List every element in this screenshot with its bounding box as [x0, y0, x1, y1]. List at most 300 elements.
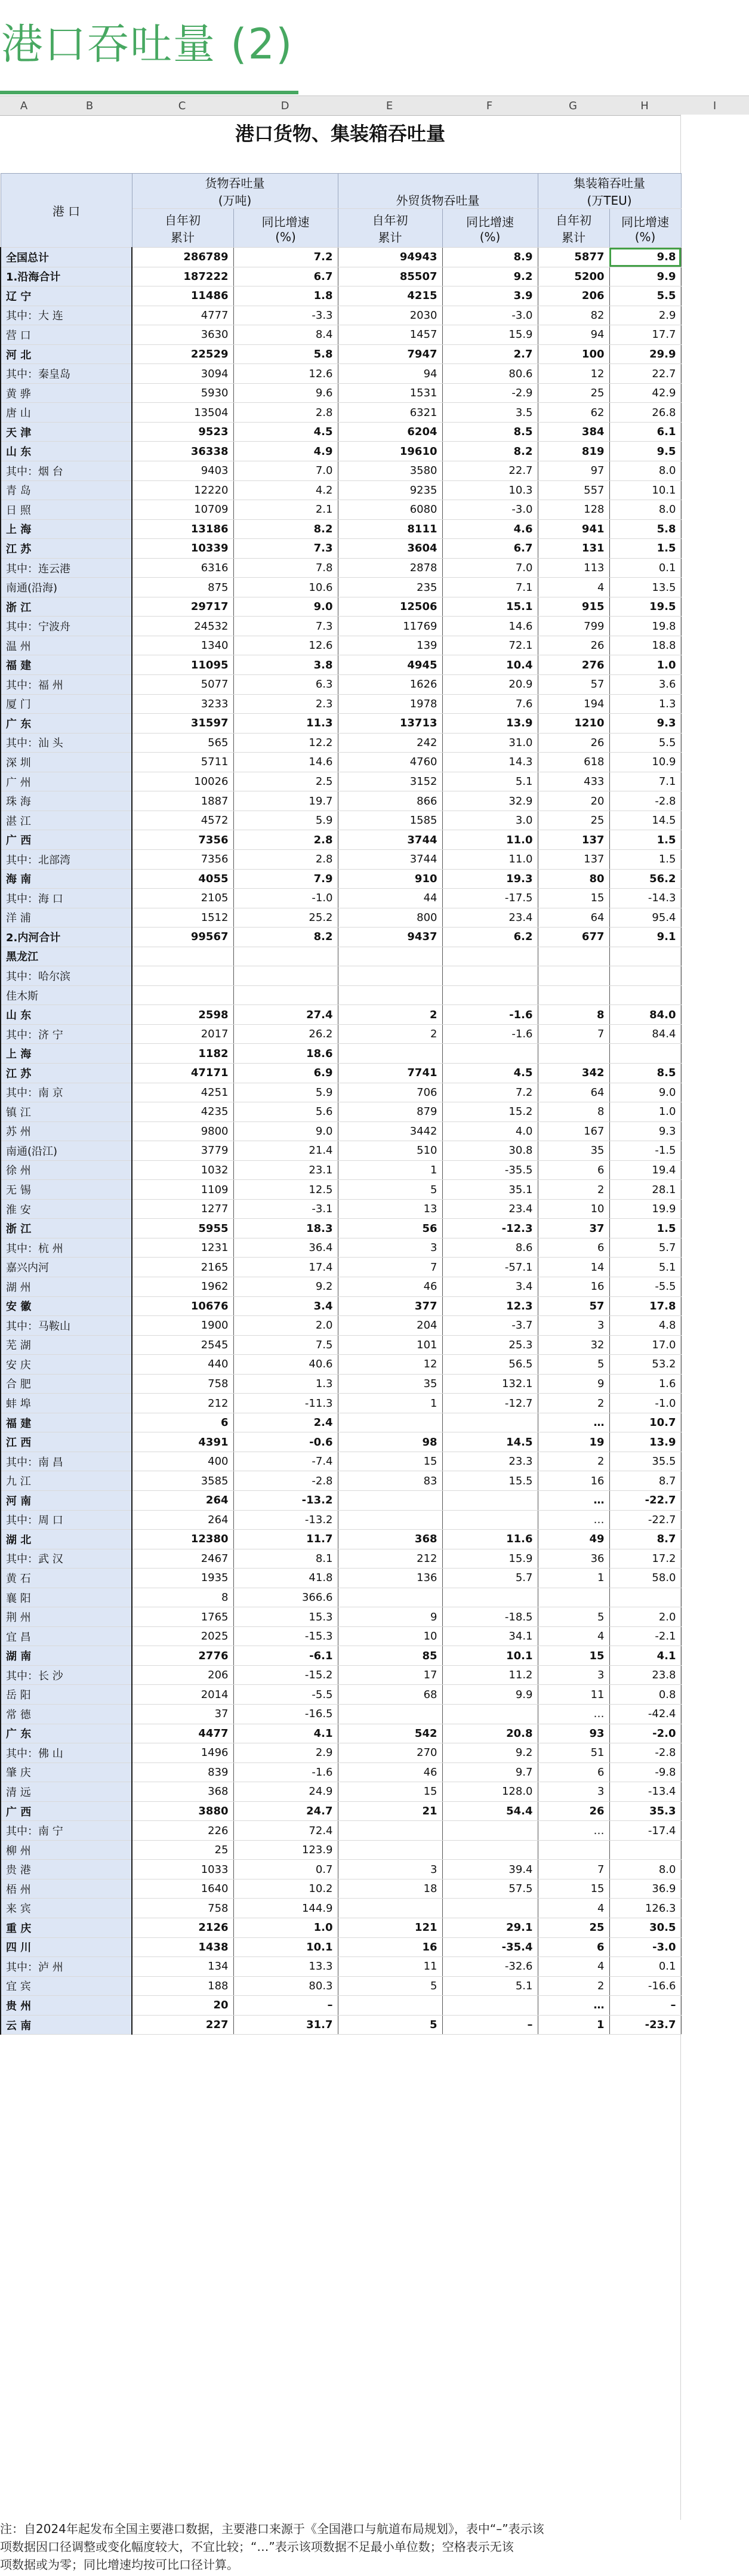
- row-value-cell[interactable]: 6.3: [233, 675, 338, 695]
- row-port-name[interactable]: 江 苏: [1, 539, 132, 559]
- row-value-cell[interactable]: 13.9: [442, 714, 538, 734]
- row-value-cell[interactable]: 17.7: [609, 325, 681, 345]
- row-value-cell[interactable]: 706: [338, 1083, 442, 1102]
- column-header-i[interactable]: I: [713, 100, 717, 112]
- row-value-cell[interactable]: 27.4: [233, 1005, 338, 1025]
- row-value-cell[interactable]: 11: [338, 1957, 442, 1977]
- row-value-cell[interactable]: 85: [338, 1646, 442, 1666]
- row-value-cell[interactable]: 0.8: [609, 1685, 681, 1705]
- row-value-cell[interactable]: 5.1: [609, 1258, 681, 1277]
- row-value-cell[interactable]: 2878: [338, 558, 442, 578]
- row-value-cell[interactable]: 19: [538, 1432, 609, 1452]
- row-value-cell[interactable]: 227: [132, 2015, 233, 2035]
- row-value-cell[interactable]: 2: [338, 1024, 442, 1044]
- row-value-cell[interactable]: 2105: [132, 889, 233, 908]
- row-value-cell[interactable]: 15.1: [442, 597, 538, 617]
- row-value-cell[interactable]: 2.5: [233, 772, 338, 791]
- row-port-name[interactable]: 肇 庆: [1, 1762, 132, 1782]
- row-value-cell[interactable]: 3: [538, 1665, 609, 1685]
- row-value-cell[interactable]: 35.1: [442, 1180, 538, 1200]
- row-value-cell[interactable]: [442, 1821, 538, 1841]
- row-value-cell[interactable]: 12.3: [442, 1296, 538, 1316]
- row-port-name[interactable]: 福 建: [1, 655, 132, 675]
- row-value-cell[interactable]: 128: [538, 500, 609, 520]
- row-port-name[interactable]: 其中：南 宁: [1, 1821, 132, 1841]
- row-value-cell[interactable]: 15.9: [442, 1549, 538, 1569]
- row-value-cell[interactable]: 12.6: [233, 364, 338, 384]
- row-value-cell[interactable]: 14.6: [442, 617, 538, 636]
- column-header-a[interactable]: A: [20, 100, 28, 112]
- row-value-cell[interactable]: 8111: [338, 519, 442, 539]
- row-value-cell[interactable]: 25: [132, 1840, 233, 1860]
- row-port-name[interactable]: 青 岛: [1, 480, 132, 500]
- row-value-cell[interactable]: 5.5: [609, 733, 681, 753]
- row-value-cell[interactable]: 131: [538, 539, 609, 559]
- row-port-name[interactable]: 黄 骅: [1, 383, 132, 403]
- row-value-cell[interactable]: 5: [338, 1976, 442, 1996]
- row-value-cell[interactable]: 11.7: [233, 1530, 338, 1549]
- row-port-name[interactable]: 其中：武 汉: [1, 1549, 132, 1569]
- row-value-cell[interactable]: 5.8: [609, 519, 681, 539]
- row-value-cell[interactable]: 26: [538, 636, 609, 655]
- row-value-cell[interactable]: 14.5: [442, 1432, 538, 1452]
- row-value-cell[interactable]: 1978: [338, 694, 442, 714]
- row-value-cell[interactable]: 7.5: [233, 1335, 338, 1355]
- row-value-cell[interactable]: 342: [538, 1063, 609, 1083]
- row-value-cell[interactable]: 16: [338, 1937, 442, 1957]
- row-value-cell[interactable]: 1.5: [609, 539, 681, 559]
- row-value-cell[interactable]: 9.8: [609, 248, 681, 267]
- row-value-cell[interactable]: 7.3: [233, 617, 338, 636]
- row-value-cell[interactable]: 42.9: [609, 383, 681, 403]
- row-value-cell[interactable]: 3630: [132, 325, 233, 345]
- row-value-cell[interactable]: [609, 1044, 681, 1064]
- row-port-name[interactable]: 黑龙江: [1, 947, 132, 966]
- row-value-cell[interactable]: 10: [338, 1626, 442, 1646]
- row-value-cell[interactable]: 10339: [132, 539, 233, 559]
- row-value-cell[interactable]: -1.0: [609, 1394, 681, 1413]
- row-value-cell[interactable]: 1182: [132, 1044, 233, 1064]
- row-value-cell[interactable]: 31.0: [442, 733, 538, 753]
- row-value-cell[interactable]: 6.7: [442, 539, 538, 559]
- row-value-cell[interactable]: 1.5: [609, 830, 681, 850]
- row-value-cell[interactable]: 1109: [132, 1180, 233, 1200]
- row-value-cell[interactable]: -18.5: [442, 1607, 538, 1627]
- row-value-cell[interactable]: 9.2: [442, 267, 538, 286]
- row-port-name[interactable]: 其中：宁波舟: [1, 617, 132, 636]
- row-value-cell[interactable]: [538, 985, 609, 1005]
- row-value-cell[interactable]: 6316: [132, 558, 233, 578]
- row-value-cell[interactable]: 137: [538, 849, 609, 869]
- row-value-cell[interactable]: 3779: [132, 1141, 233, 1161]
- row-port-name[interactable]: 广 州: [1, 772, 132, 791]
- row-value-cell[interactable]: [233, 985, 338, 1005]
- row-value-cell[interactable]: [538, 947, 609, 966]
- row-value-cell[interactable]: 41.8: [233, 1569, 338, 1588]
- row-value-cell[interactable]: 5.1: [442, 772, 538, 791]
- row-value-cell[interactable]: [233, 966, 338, 986]
- row-value-cell[interactable]: 3.4: [442, 1277, 538, 1296]
- row-value-cell[interactable]: 20.8: [442, 1724, 538, 1743]
- row-value-cell[interactable]: 13186: [132, 519, 233, 539]
- row-value-cell[interactable]: -11.3: [233, 1394, 338, 1413]
- row-value-cell[interactable]: 19610: [338, 442, 442, 461]
- row-value-cell[interactable]: 866: [338, 791, 442, 811]
- row-port-name[interactable]: 湖 北: [1, 1530, 132, 1549]
- row-value-cell[interactable]: 15: [538, 1646, 609, 1666]
- row-value-cell[interactable]: 10.1: [442, 1646, 538, 1666]
- row-value-cell[interactable]: 30.5: [609, 1918, 681, 1938]
- row-port-name[interactable]: 无 锡: [1, 1180, 132, 1200]
- row-value-cell[interactable]: 8.0: [609, 1860, 681, 1879]
- row-value-cell[interactable]: 8.7: [609, 1530, 681, 1549]
- row-value-cell[interactable]: 28.1: [609, 1180, 681, 1200]
- row-value-cell[interactable]: [338, 1705, 442, 1724]
- row-value-cell[interactable]: [609, 985, 681, 1005]
- row-value-cell[interactable]: 9: [538, 1374, 609, 1394]
- row-value-cell[interactable]: 7: [538, 1024, 609, 1044]
- row-value-cell[interactable]: 6: [538, 1762, 609, 1782]
- row-value-cell[interactable]: –: [233, 1996, 338, 2016]
- row-value-cell[interactable]: 19.8: [609, 617, 681, 636]
- row-value-cell[interactable]: 204: [338, 1316, 442, 1336]
- row-port-name[interactable]: 广 西: [1, 830, 132, 850]
- row-value-cell[interactable]: 13: [338, 1199, 442, 1219]
- empty-column-i[interactable]: [680, 115, 749, 2520]
- row-value-cell[interactable]: 9.3: [609, 714, 681, 734]
- row-value-cell[interactable]: 5: [538, 1355, 609, 1375]
- row-value-cell[interactable]: 35.3: [609, 1801, 681, 1821]
- row-value-cell[interactable]: 13713: [338, 714, 442, 734]
- row-port-name[interactable]: 河 南: [1, 1491, 132, 1511]
- row-value-cell[interactable]: 2: [538, 1180, 609, 1200]
- row-port-name[interactable]: 海 南: [1, 869, 132, 889]
- row-port-name[interactable]: 九 江: [1, 1471, 132, 1491]
- row-value-cell[interactable]: 618: [538, 753, 609, 772]
- row-value-cell[interactable]: 7.0: [233, 461, 338, 481]
- row-value-cell[interactable]: 1: [538, 2015, 609, 2035]
- row-value-cell[interactable]: 242: [338, 733, 442, 753]
- row-value-cell[interactable]: 13.9: [609, 1432, 681, 1452]
- row-value-cell[interactable]: 2.3: [233, 694, 338, 714]
- row-value-cell[interactable]: [132, 985, 233, 1005]
- row-value-cell[interactable]: 2165: [132, 1258, 233, 1277]
- row-value-cell[interactable]: 7947: [338, 344, 442, 364]
- row-value-cell[interactable]: 910: [338, 869, 442, 889]
- row-port-name[interactable]: 云 南: [1, 2015, 132, 2035]
- row-value-cell[interactable]: [132, 947, 233, 966]
- row-value-cell[interactable]: [338, 1044, 442, 1064]
- row-value-cell[interactable]: 6.1: [609, 422, 681, 442]
- row-value-cell[interactable]: 2.9: [609, 306, 681, 325]
- row-value-cell[interactable]: 6.2: [442, 928, 538, 947]
- row-value-cell[interactable]: 8: [538, 1102, 609, 1122]
- row-value-cell[interactable]: [338, 1899, 442, 1918]
- row-value-cell[interactable]: 80.3: [233, 1976, 338, 1996]
- row-port-name[interactable]: 清 远: [1, 1782, 132, 1802]
- row-value-cell[interactable]: 3744: [338, 849, 442, 869]
- row-value-cell[interactable]: 84.4: [609, 1024, 681, 1044]
- row-value-cell[interactable]: 4945: [338, 655, 442, 675]
- row-value-cell[interactable]: 10: [538, 1199, 609, 1219]
- row-value-cell[interactable]: -3.1: [233, 1199, 338, 1219]
- row-value-cell[interactable]: 12: [538, 364, 609, 384]
- row-value-cell[interactable]: 7741: [338, 1063, 442, 1083]
- row-value-cell[interactable]: 1962: [132, 1277, 233, 1296]
- row-value-cell[interactable]: 3: [338, 1238, 442, 1258]
- row-port-name[interactable]: 黄 石: [1, 1569, 132, 1588]
- row-port-name[interactable]: 山 东: [1, 442, 132, 461]
- row-value-cell[interactable]: -22.7: [609, 1491, 681, 1511]
- row-port-name[interactable]: 江 西: [1, 1432, 132, 1452]
- row-value-cell[interactable]: 34.1: [442, 1626, 538, 1646]
- row-value-cell[interactable]: [442, 1510, 538, 1530]
- row-value-cell[interactable]: 7.6: [442, 694, 538, 714]
- row-value-cell[interactable]: [538, 1588, 609, 1607]
- row-port-name[interactable]: 常 德: [1, 1705, 132, 1724]
- row-value-cell[interactable]: 11.0: [442, 830, 538, 850]
- row-value-cell[interactable]: 8.2: [233, 519, 338, 539]
- row-value-cell[interactable]: 26.8: [609, 403, 681, 423]
- row-value-cell[interactable]: 9437: [338, 928, 442, 947]
- row-port-name[interactable]: 河 北: [1, 344, 132, 364]
- row-value-cell[interactable]: 9.5: [609, 442, 681, 461]
- row-value-cell[interactable]: [442, 1705, 538, 1724]
- row-value-cell[interactable]: 3.4: [233, 1296, 338, 1316]
- row-value-cell[interactable]: [442, 966, 538, 986]
- row-value-cell[interactable]: 4.0: [442, 1121, 538, 1141]
- row-value-cell[interactable]: 53.2: [609, 1355, 681, 1375]
- row-value-cell[interactable]: 2.1: [233, 500, 338, 520]
- row-value-cell[interactable]: -57.1: [442, 1258, 538, 1277]
- row-port-name[interactable]: 荆 州: [1, 1607, 132, 1627]
- row-value-cell[interactable]: 4477: [132, 1724, 233, 1743]
- row-value-cell[interactable]: 14.6: [233, 753, 338, 772]
- row-port-name[interactable]: 其中：泸 州: [1, 1957, 132, 1977]
- row-value-cell[interactable]: -35.5: [442, 1160, 538, 1180]
- row-value-cell[interactable]: 4777: [132, 306, 233, 325]
- row-value-cell[interactable]: 1.5: [609, 1219, 681, 1238]
- row-value-cell[interactable]: 7.8: [233, 558, 338, 578]
- row-value-cell[interactable]: [442, 1899, 538, 1918]
- row-port-name[interactable]: 其中：连云港: [1, 558, 132, 578]
- row-value-cell[interactable]: 800: [338, 908, 442, 928]
- row-value-cell[interactable]: 44: [338, 889, 442, 908]
- row-value-cell[interactable]: 2025: [132, 1626, 233, 1646]
- row-value-cell[interactable]: 2.8: [233, 403, 338, 423]
- row-port-name[interactable]: 浙 江: [1, 597, 132, 617]
- row-port-name[interactable]: 其中：汕 头: [1, 733, 132, 753]
- row-value-cell[interactable]: [233, 947, 338, 966]
- row-port-name[interactable]: 宜 宾: [1, 1976, 132, 1996]
- row-value-cell[interactable]: 3: [538, 1782, 609, 1802]
- row-value-cell[interactable]: 4.1: [233, 1724, 338, 1743]
- row-value-cell[interactable]: -16.6: [609, 1976, 681, 1996]
- row-value-cell[interactable]: 19.7: [233, 791, 338, 811]
- row-value-cell[interactable]: 9: [338, 1607, 442, 1627]
- row-value-cell[interactable]: 17.8: [609, 1296, 681, 1316]
- row-value-cell[interactable]: 72.1: [442, 636, 538, 655]
- row-value-cell[interactable]: [338, 966, 442, 986]
- row-value-cell[interactable]: 7.0: [442, 558, 538, 578]
- row-value-cell[interactable]: 1: [538, 1569, 609, 1588]
- row-value-cell[interactable]: 15.9: [442, 325, 538, 345]
- row-port-name[interactable]: 其中：北部湾: [1, 849, 132, 869]
- row-value-cell[interactable]: 82: [538, 306, 609, 325]
- row-value-cell[interactable]: 36.9: [609, 1879, 681, 1899]
- column-header-d[interactable]: D: [281, 100, 289, 112]
- row-value-cell[interactable]: 5.9: [233, 811, 338, 830]
- row-value-cell[interactable]: 9.2: [233, 1277, 338, 1296]
- row-value-cell[interactable]: -3.3: [233, 306, 338, 325]
- row-port-name[interactable]: 其中：长 沙: [1, 1665, 132, 1685]
- row-value-cell[interactable]: 16: [538, 1471, 609, 1491]
- row-value-cell[interactable]: 80: [538, 869, 609, 889]
- row-value-cell[interactable]: 3094: [132, 364, 233, 384]
- row-value-cell[interactable]: 264: [132, 1491, 233, 1511]
- row-port-name[interactable]: 苏 州: [1, 1121, 132, 1141]
- row-value-cell[interactable]: 368: [132, 1782, 233, 1802]
- row-value-cell[interactable]: -17.4: [609, 1821, 681, 1841]
- row-value-cell[interactable]: 5.7: [442, 1569, 538, 1588]
- row-value-cell[interactable]: 23.4: [442, 908, 538, 928]
- row-value-cell[interactable]: 9.9: [442, 1685, 538, 1705]
- row-value-cell[interactable]: 3.9: [442, 286, 538, 306]
- row-value-cell[interactable]: 3.6: [609, 675, 681, 695]
- row-value-cell[interactable]: 12.6: [233, 636, 338, 655]
- row-value-cell[interactable]: 758: [132, 1899, 233, 1918]
- row-value-cell[interactable]: 542: [338, 1724, 442, 1743]
- row-port-name[interactable]: 宜 昌: [1, 1626, 132, 1646]
- row-port-name[interactable]: 营 口: [1, 325, 132, 345]
- row-value-cell[interactable]: -2.0: [609, 1724, 681, 1743]
- row-value-cell[interactable]: 8.9: [442, 248, 538, 267]
- row-value-cell[interactable]: -32.6: [442, 1957, 538, 1977]
- row-value-cell[interactable]: 19.9: [609, 1199, 681, 1219]
- row-value-cell[interactable]: 20: [132, 1996, 233, 2016]
- row-value-cell[interactable]: 11.0: [442, 849, 538, 869]
- row-port-name[interactable]: 四 川: [1, 1937, 132, 1957]
- row-value-cell[interactable]: 12380: [132, 1530, 233, 1549]
- row-value-cell[interactable]: 11.2: [442, 1665, 538, 1685]
- row-value-cell[interactable]: 128.0: [442, 1782, 538, 1802]
- row-value-cell[interactable]: 9235: [338, 480, 442, 500]
- row-value-cell[interactable]: 64: [538, 908, 609, 928]
- row-value-cell[interactable]: [338, 1491, 442, 1511]
- row-value-cell[interactable]: 5.1: [442, 1976, 538, 1996]
- row-port-name[interactable]: 山 东: [1, 1005, 132, 1025]
- row-value-cell[interactable]: 3880: [132, 1801, 233, 1821]
- row-port-name[interactable]: 其中：秦皇岛: [1, 364, 132, 384]
- row-value-cell[interactable]: 4.5: [233, 422, 338, 442]
- row-value-cell[interactable]: 0.1: [609, 558, 681, 578]
- row-port-name[interactable]: 安 庆: [1, 1355, 132, 1375]
- row-port-name[interactable]: 其中：杭 州: [1, 1238, 132, 1258]
- row-value-cell[interactable]: 7356: [132, 830, 233, 850]
- row-value-cell[interactable]: -22.7: [609, 1510, 681, 1530]
- row-value-cell[interactable]: 99567: [132, 928, 233, 947]
- row-value-cell[interactable]: 94943: [338, 248, 442, 267]
- row-value-cell[interactable]: 440: [132, 1355, 233, 1375]
- row-value-cell[interactable]: 1231: [132, 1238, 233, 1258]
- row-value-cell[interactable]: 188: [132, 1976, 233, 1996]
- row-value-cell[interactable]: 565: [132, 733, 233, 753]
- row-value-cell[interactable]: 85507: [338, 267, 442, 286]
- row-value-cell[interactable]: 1512: [132, 908, 233, 928]
- row-port-name[interactable]: 江 苏: [1, 1063, 132, 1083]
- row-port-name[interactable]: 蚌 埠: [1, 1394, 132, 1413]
- row-value-cell[interactable]: 8: [538, 1005, 609, 1025]
- row-value-cell[interactable]: 25.3: [442, 1335, 538, 1355]
- row-value-cell[interactable]: -5.5: [609, 1277, 681, 1296]
- row-value-cell[interactable]: 915: [538, 597, 609, 617]
- row-port-name[interactable]: 佳木斯: [1, 985, 132, 1005]
- row-value-cell[interactable]: 4: [538, 1957, 609, 1977]
- row-port-name[interactable]: 日 照: [1, 500, 132, 520]
- row-value-cell[interactable]: 8.6: [442, 1238, 538, 1258]
- row-value-cell[interactable]: [609, 947, 681, 966]
- column-header-b[interactable]: B: [85, 100, 94, 112]
- row-value-cell[interactable]: 4391: [132, 1432, 233, 1452]
- row-value-cell[interactable]: 7.2: [233, 248, 338, 267]
- row-value-cell[interactable]: 22.7: [442, 461, 538, 481]
- row-value-cell[interactable]: 270: [338, 1743, 442, 1763]
- row-value-cell[interactable]: 2126: [132, 1918, 233, 1938]
- row-value-cell[interactable]: 226: [132, 1821, 233, 1841]
- row-value-cell[interactable]: 16: [538, 1277, 609, 1296]
- row-value-cell[interactable]: 2.4: [233, 1413, 338, 1432]
- row-value-cell[interactable]: 7356: [132, 849, 233, 869]
- row-value-cell[interactable]: 2467: [132, 1549, 233, 1569]
- row-value-cell[interactable]: [442, 1491, 538, 1511]
- row-value-cell[interactable]: 98: [338, 1432, 442, 1452]
- row-value-cell[interactable]: -3.0: [442, 500, 538, 520]
- row-value-cell[interactable]: 510: [338, 1141, 442, 1161]
- row-value-cell[interactable]: 11.6: [442, 1530, 538, 1549]
- row-value-cell[interactable]: 3: [538, 1316, 609, 1336]
- column-header-c[interactable]: C: [178, 100, 186, 112]
- row-value-cell[interactable]: 1.5: [609, 849, 681, 869]
- row-value-cell[interactable]: 7.9: [233, 869, 338, 889]
- row-port-name[interactable]: 其中：烟 台: [1, 461, 132, 481]
- row-value-cell[interactable]: 4215: [338, 286, 442, 306]
- row-value-cell[interactable]: 29717: [132, 597, 233, 617]
- row-port-name[interactable]: 重 庆: [1, 1918, 132, 1938]
- row-value-cell[interactable]: [442, 1044, 538, 1064]
- row-value-cell[interactable]: 20: [538, 791, 609, 811]
- row-value-cell[interactable]: 5200: [538, 267, 609, 286]
- row-port-name[interactable]: 湖 南: [1, 1646, 132, 1666]
- row-value-cell[interactable]: 1765: [132, 1607, 233, 1627]
- row-value-cell[interactable]: [338, 985, 442, 1005]
- row-value-cell[interactable]: 6: [538, 1937, 609, 1957]
- row-value-cell[interactable]: 875: [132, 578, 233, 597]
- row-value-cell[interactable]: –: [442, 2015, 538, 2035]
- row-port-name[interactable]: 辽 宁: [1, 286, 132, 306]
- row-value-cell[interactable]: 3585: [132, 1471, 233, 1491]
- row-value-cell[interactable]: -2.9: [442, 383, 538, 403]
- row-value-cell[interactable]: -13.4: [609, 1782, 681, 1802]
- row-value-cell[interactable]: -16.5: [233, 1705, 338, 1724]
- row-value-cell[interactable]: 11.3: [233, 714, 338, 734]
- row-value-cell[interactable]: 21: [338, 1801, 442, 1821]
- row-value-cell[interactable]: 1900: [132, 1316, 233, 1336]
- row-value-cell[interactable]: 8.2: [233, 928, 338, 947]
- row-value-cell[interactable]: 6: [132, 1413, 233, 1432]
- row-value-cell[interactable]: [338, 1840, 442, 1860]
- row-value-cell[interactable]: -2.8: [609, 791, 681, 811]
- row-value-cell[interactable]: 2017: [132, 1024, 233, 1044]
